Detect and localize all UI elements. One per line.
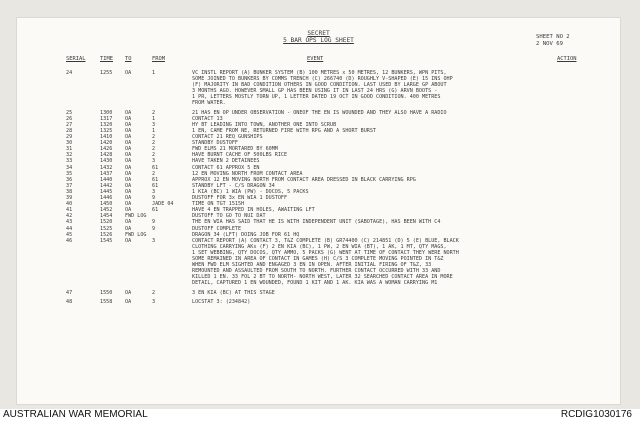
entry-from: 2 xyxy=(152,152,156,159)
entry-event-line: DUSTOFF COMPLETE xyxy=(192,225,242,232)
entry-time: 1317 xyxy=(100,115,113,122)
entry-to: OA xyxy=(125,70,132,76)
entry-event xyxy=(192,290,612,296)
entry-from: 2 xyxy=(152,109,156,116)
entry-serial: 31 xyxy=(66,146,73,153)
entry-from: 61 xyxy=(152,182,159,189)
entry-serial: 34 xyxy=(66,164,73,171)
entry-time: 1452 xyxy=(100,207,113,214)
entry-to: OA xyxy=(125,219,132,226)
entry-to: OA xyxy=(125,109,132,116)
entry-serial: 29 xyxy=(66,134,73,140)
entry-to: OA xyxy=(125,207,132,214)
entry-from: 1 xyxy=(152,127,156,134)
entry-from: 2 xyxy=(152,146,156,153)
entry-time: 1454 xyxy=(100,213,113,220)
col-header-time: TIME xyxy=(100,56,113,62)
entry-time: 1432 xyxy=(100,164,113,171)
sheet-number xyxy=(536,34,570,48)
entry-event-line: CONTACT 61 APPROX 5 EN xyxy=(192,164,260,171)
entry-to: OA xyxy=(125,188,132,195)
entry-event-line: 3 MONTHS AGO. HOWEVER SMALL GP HAS BEEN USING IT IN LAST 24 HRS (G) ARVN BOOTS - xyxy=(192,88,438,95)
entry-time: 1430 xyxy=(100,158,113,165)
entry-time: 1446 xyxy=(100,195,113,201)
entry-time: 1550 xyxy=(100,289,113,296)
log-title: 5 BAR OPS LOG SHEET xyxy=(283,37,354,44)
entry-to: OA xyxy=(125,146,132,153)
entry-serial: 33 xyxy=(66,158,73,165)
entry-event-line: DUSTOFF FOR 3x EN WIA 1 DUSTOFF xyxy=(192,195,288,201)
entry-to: OA xyxy=(125,170,132,177)
entry-from: 3 xyxy=(152,121,156,128)
entry-event-line: STANDBY LFT - C/S DRAGON 34 xyxy=(192,182,275,189)
entry-serial: 46 xyxy=(66,237,73,244)
col-header-action: ACTION xyxy=(557,56,577,62)
entry-from: 9 xyxy=(152,225,156,232)
entry-serial: 43 xyxy=(66,219,73,226)
footer-id: RCDIG1030176 xyxy=(560,409,632,420)
entry-to: OA xyxy=(125,115,132,122)
entry-serial: 25 xyxy=(66,109,73,116)
entry-event-line: CONTACT 13 xyxy=(192,115,223,122)
entry-time: 1437 xyxy=(100,170,113,177)
entry-event-line: CLOTHING CARRYING AKs (F) 2 EN KIA (BC), 1 PW, 2 EN WIA (BT), 1 AK, 1 MT, QTY MAGS, xyxy=(192,243,447,250)
entry-from: JADE 04 xyxy=(152,201,174,208)
entry-time: 1420 xyxy=(100,140,113,147)
entry-event-line: DRAGON 34 (LFT) DOING JOB FOR 61 HQ xyxy=(192,231,300,238)
entry-to: OA xyxy=(125,152,132,159)
entry-serial: 40 xyxy=(66,201,73,208)
entry-event-line: HAVE TAKEN 2 DETAINEES xyxy=(192,158,260,165)
entry-serial: 41 xyxy=(66,207,73,214)
entry-to: OA xyxy=(125,134,132,140)
entry-time: 1320 xyxy=(100,121,113,128)
entry-serial: 42 xyxy=(66,213,73,220)
entry-serial: 36 xyxy=(66,176,73,183)
entry-to: OA xyxy=(125,195,132,201)
entry-event-line: 1 EN, CAME FROM NE, RETURNED FIRE WITH RPG AND A SHORT BURST xyxy=(192,127,377,134)
entry-event-line: 21 HAS EN OP UNDER OBSERVATION - ONEOF THE EN IS WOUNDED AND THEY ALSO HAVE A RADIO xyxy=(192,109,447,116)
entry-from: 3 xyxy=(152,188,156,195)
entry-event-line: (F) MAJORITY IN BAD CONDITION OTHERS IN GOOD CONDITION. LAST USED BY LARGE GP ABOUT xyxy=(192,82,447,89)
entry-time: 1545 xyxy=(100,237,113,244)
entry-event-line: 1 PR, LETTERS MOSTLY TORN UP, 1 LETTER DATED 19 OCT IN GOOD CONDITION. 400 METRES xyxy=(192,94,441,101)
log-sheet xyxy=(17,18,620,404)
entry-serial: 30 xyxy=(66,140,73,147)
entry-from: 2 xyxy=(152,134,156,140)
entry-serial: 39 xyxy=(66,195,73,201)
sheet-number-line: SHEET NO 2 xyxy=(536,34,570,40)
entry-event-line: FROM WATER. xyxy=(192,100,226,107)
entry-serial: 38 xyxy=(66,188,73,195)
entry-event-line: HAVE BURNT CACHE OF 500LBS RICE xyxy=(192,152,288,159)
entry-time: 1440 xyxy=(100,176,113,183)
entry-time: 1255 xyxy=(100,70,113,76)
entry-time: 1520 xyxy=(100,219,113,226)
entry-to: OA xyxy=(125,164,132,171)
entry-event xyxy=(192,238,612,287)
entry-time: 1525 xyxy=(100,225,113,232)
footer-bar xyxy=(0,409,640,422)
entry-from: 9 xyxy=(152,219,156,226)
entry-serial: 35 xyxy=(66,170,73,177)
entry-to: OA xyxy=(125,298,132,305)
entry-time: 1410 xyxy=(100,134,113,140)
entry-serial: 48 xyxy=(66,298,73,305)
entry-serial: 28 xyxy=(66,127,73,134)
entry-serial: 45 xyxy=(66,231,73,238)
entry-event-line: 12 EN MOVING NORTH FROM CONTACT AREA xyxy=(192,170,303,177)
col-header-to: TO xyxy=(125,56,132,62)
entry-serial: 44 xyxy=(66,225,73,232)
entry-event-line: STANDBY DUSTOFF xyxy=(192,140,239,147)
entry-from: 3 xyxy=(152,158,156,165)
entry-serial: 26 xyxy=(66,115,73,122)
entry-time: 1450 xyxy=(100,201,113,208)
entry-event-line: HY BT LEADING INTO TOWN, ANOTHER ONE INTO SCRUB xyxy=(192,121,337,128)
entry-from: 3 xyxy=(152,237,156,244)
entry-event-line: THE EN WIA HAS SAID THAT HE IS WITH INDEPENDENT UNIT (SABOTAGE), HAS BEEN WITH C4 xyxy=(192,219,441,226)
entry-time: 1300 xyxy=(100,109,113,116)
entry-time: 1445 xyxy=(100,188,113,195)
entry-event-line: DETAIL, CAPTURED 1 EN WOUNDED, FOUND 1 KIT AND 1 AK. KIA WAS A WOMAN CARRYING M1 xyxy=(192,280,438,287)
entry-event xyxy=(192,299,612,305)
col-header-event: EVENT xyxy=(307,56,324,62)
entry-from: 1 xyxy=(152,70,156,76)
entry-serial: 37 xyxy=(66,182,73,189)
entry-event-line: CONTACT REPORT (A) CONTACT 3, T&Z COMPLETE (B) GR74400 (C) 214851 (D) 5 (E) BLUE, BLACK xyxy=(192,237,459,244)
entry-event-line: DUSTOFF TO GO TO NUI DAT xyxy=(192,213,266,220)
entry-serial: 27 xyxy=(66,121,73,128)
entry-from: 61 xyxy=(152,207,159,214)
entry-event-line: APPROX 12 EN MOVING NORTH FROM CONTACT AREA DRESSED IN BLACK CARRYING RPG xyxy=(192,176,416,183)
entry-event-line: LOCSTAT 3: (234842) xyxy=(192,298,251,305)
entry-event-line: VC INSTL REPORT (A) BUNKER SYSTEM (B) 100 METRES x 50 METRES, 12 BUNKERS, WPN PITS, xyxy=(192,70,447,76)
entry-event-line: WHEN FWD ELM SIGHTED AND ENGAGED 3 EN IN OPEN. AFTER INITIAL FIRING OF T&Z, 33 xyxy=(192,262,432,269)
entry-event-line: REMOUNTED AND ASSAULTED FROM SOUTH TO NORTH. FURTHER CONTACT OCCURRED WITH 33 AND xyxy=(192,268,441,275)
entry-to: FWD LOG xyxy=(125,231,147,238)
entry-event xyxy=(192,70,612,107)
entry-serial: 47 xyxy=(66,289,73,296)
entry-time: 1428 xyxy=(100,152,113,159)
entry-event-line: 1 KIA (BC) 1 WIA (PW) - DOCOS, 5 PACKS xyxy=(192,188,309,195)
col-header-serial: SERIAL xyxy=(66,56,86,62)
entry-event-line: TIME ON TGT 1515H xyxy=(192,201,245,208)
entry-to: OA xyxy=(125,140,132,147)
entry-from: 61 xyxy=(152,176,159,183)
entry-to: OA xyxy=(125,121,132,128)
entry-to: OA xyxy=(125,158,132,165)
entry-to: OA xyxy=(125,176,132,183)
entry-event-line: 1 SET WEBBING, QTY DOCOS, QTY AMMO, 5 PACKS (G) WENT AT TIME OF CONTACT THEY WERE NORTH xyxy=(192,249,459,256)
entry-to: OA xyxy=(125,225,132,232)
entry-from: 2 xyxy=(152,289,156,296)
entry-to: OA xyxy=(125,127,132,134)
classification-heading: SECRET xyxy=(307,30,330,37)
entry-to: FWD LOG xyxy=(125,213,147,220)
entry-time: 1442 xyxy=(100,182,113,189)
entry-from: 2 xyxy=(152,170,156,177)
entry-time: 1558 xyxy=(100,298,113,305)
entry-to: OA xyxy=(125,237,132,244)
entry-time: 1526 xyxy=(100,231,113,238)
entry-serial: 32 xyxy=(66,152,73,159)
entry-serial: 24 xyxy=(66,70,73,76)
footer-source: AUSTRALIAN WAR MEMORIAL xyxy=(3,409,148,420)
sheet-date-line: 2 NOV 69 xyxy=(536,41,563,47)
entry-time: 1426 xyxy=(100,146,113,153)
entry-to: OA xyxy=(125,201,132,208)
entry-event-line: SOME JOINED TO BUNKERS BY COMMS TRENCH (C) 266740 (D) ROUGHLY V-SHAPED (E) 15 INS OHP xyxy=(192,76,453,83)
entry-from: 2 xyxy=(152,140,156,147)
col-header-from: FROM xyxy=(152,56,165,62)
entry-from: 9 xyxy=(152,195,156,201)
entry-to: OA xyxy=(125,182,132,189)
entry-event-line: 3 EN KIA (BC) AT THIS STAGE xyxy=(192,289,275,296)
entry-from: 3 xyxy=(152,298,156,305)
entry-event-line: FWD ELMS 21 MORTARED BY 60MM xyxy=(192,146,278,153)
entry-event-line: HAVE 4 EN TRAPPED IN HOLES, AWAITING LFT xyxy=(192,207,315,214)
entry-event-line: KILLED 1 EN. 33 FOL 2 BT TO NORTH- NORTH WEST, LATER 32 SEARCHED CONTACT AREA IN MORE xyxy=(192,274,453,281)
entry-time: 1325 xyxy=(100,127,113,134)
entry-event-line: SOME REMAINED IN AREA OF CONTACT IN GAMES (H) C/S 3 COMPLETE MOVING POINTED IN T&Z xyxy=(192,255,444,262)
entry-from: 61 xyxy=(152,164,159,171)
entry-to: OA xyxy=(125,289,132,296)
entry-event-line: CONTACT 21 REQ GUNSHIPS xyxy=(192,134,263,140)
entry-from: 1 xyxy=(152,115,156,122)
